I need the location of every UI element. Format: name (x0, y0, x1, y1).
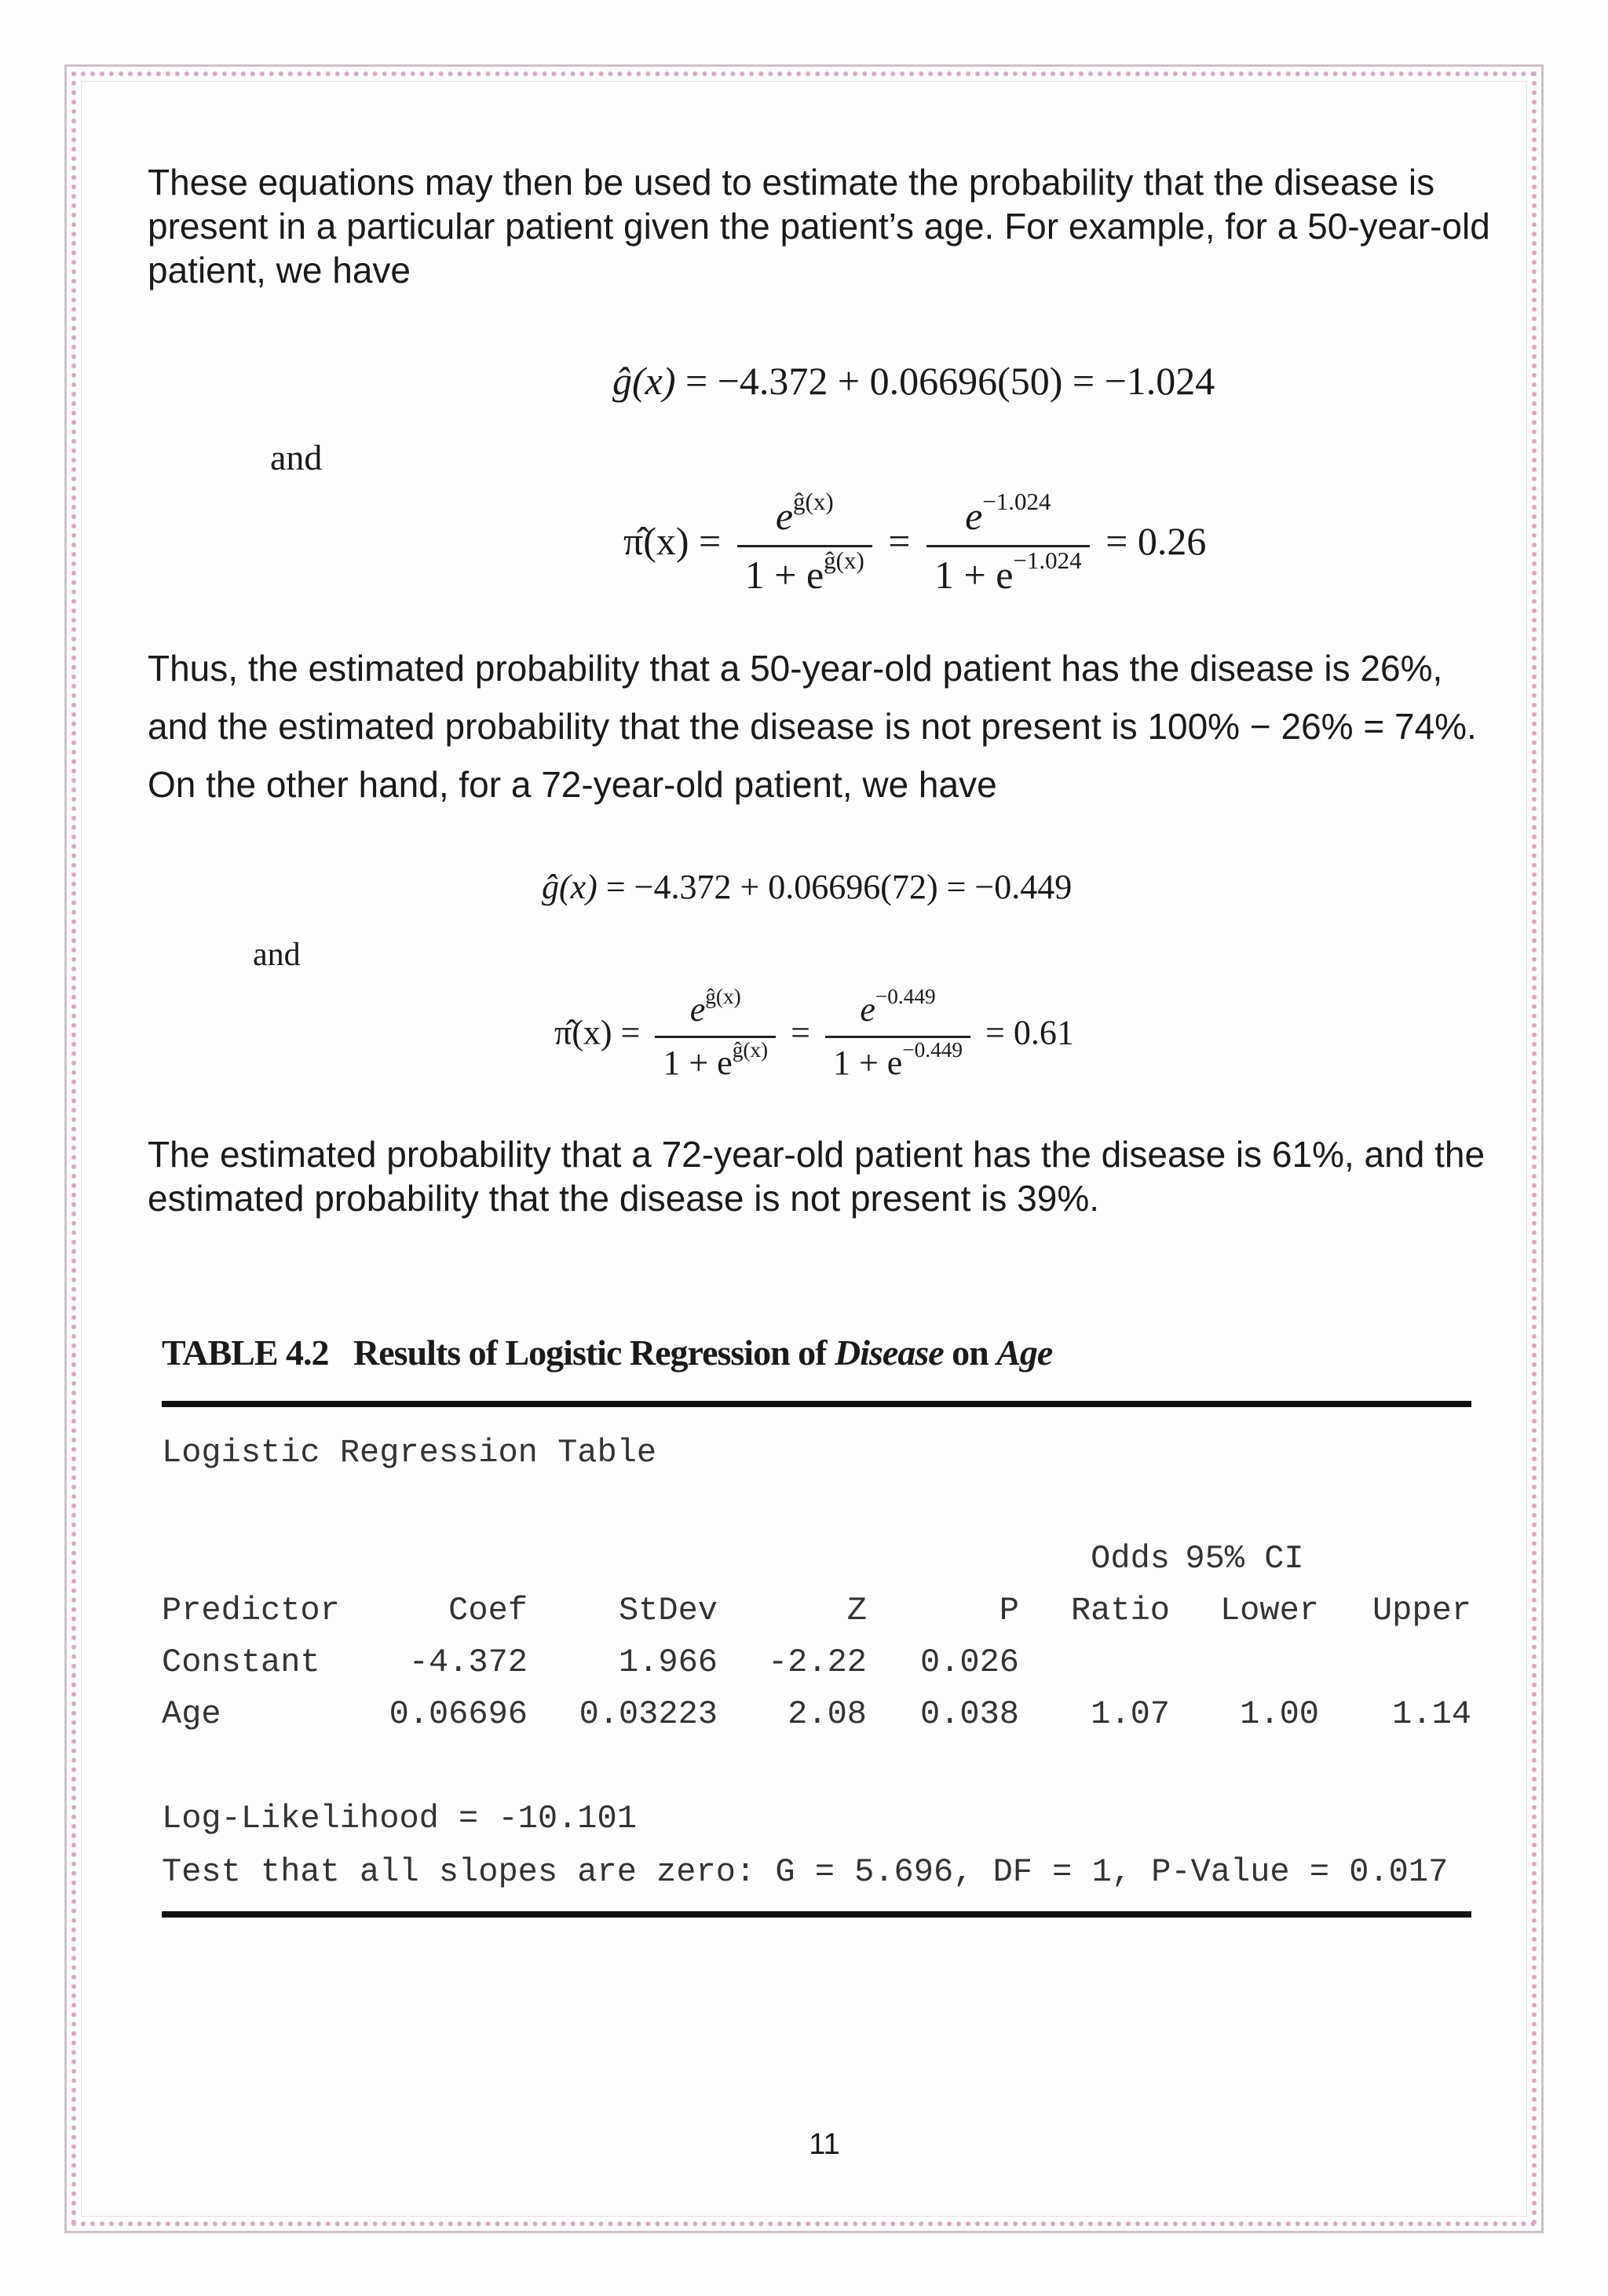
table-number: TABLE 4.2 (162, 1333, 329, 1373)
equation-lhs: π̂(x) = (623, 518, 722, 563)
equation-pi-hat-50: π̂(x) = $\frac{e^{ĝ(x)}}{1 + e^{ĝ(x)}}$ = $\frac{e^{-1.024}}{1 + e^{-1.024}}$ = 0.26 (623, 488, 1207, 597)
equation-lhs: ĝ(x) (612, 359, 676, 403)
table-caption: TABLE 4.2 Results of Logistic Regression of Disease on Age (162, 1333, 1053, 1373)
equation-lhs: π̂(x) = (554, 1013, 641, 1052)
paragraph-50-year-result: Thus, the estimated probability that a 50-year-old patient has the disease is 26%, and the estimated probability that the disease is not present is 100% − 26% = 74%. On the other hand, for a 72-year-old patient, we have (148, 648, 1477, 805)
fraction-numeric: $\frac{e^{-0.449}}{1 + e^{-0.449}}$ (825, 989, 970, 1083)
equation-g-hat-72 (542, 867, 1072, 907)
table-subtitle: Logistic Regression Table (162, 1434, 657, 1472)
equation-pi-hat-72: π̂(x) = $\frac{e^{ĝ(x)}}{1 + e^{ĝ(x)}}$ = $\frac{e^{-0.449}}{1 + e^{-0.449}}$ = 0.61 (554, 985, 1074, 1082)
equation-result: = 0.61 (985, 1013, 1074, 1052)
equation-rhs: = −4.372 + 0.06696(50) = −1.024 (675, 359, 1215, 403)
table-row: Constant -4.372 1.966 -2.22 0.026 (162, 1643, 1019, 1681)
table-bottom-rule (162, 1911, 1471, 1918)
equation-g-hat-50 (612, 358, 1215, 404)
slope-test-line: Test that all slopes are zero: G = 5.696, DF = 1, P-Value = 0.017 (162, 1853, 1449, 1891)
table-row: Age 0.06696 0.03223 2.08 0.038 1.07 1.00 1.14 (162, 1695, 1471, 1733)
paragraph-intro: These equations may then be used to estimate the probability that the disease is present in a particular patient given the patient’s age. For example, for a 50-year-old patient, we have (148, 162, 1490, 291)
fraction-general: $\frac{e^{ĝ(x)}}{1 + e^{ĝ(x)}}$ (737, 493, 872, 598)
header-odds: Odds (1091, 1540, 1170, 1578)
log-likelihood-line: Log-Likelihood = -10.101 (162, 1800, 637, 1837)
equation-rhs: = −4.372 + 0.06696(72) = −0.449 (597, 868, 1073, 906)
and-label-2: and (253, 937, 301, 973)
header-ci: 95% CI (1185, 1540, 1304, 1578)
fraction-general: $\frac{e^{ĝ(x)}}{1 + e^{ĝ(x)}}$ (655, 989, 776, 1083)
regression-table (162, 1533, 1471, 1740)
table-header-top-row (162, 1533, 1471, 1585)
page-number: 11 (809, 2128, 840, 2161)
table-top-rule (162, 1401, 1471, 1407)
table-header-row: Predictor Coef StDev Z P Ratio Lower Upper (162, 1592, 1471, 1629)
paragraph-72-year-result: The estimated probability that a 72-year-old patient has the disease is 61%, and the estimated probability that the disease is not present is 39%. (148, 1134, 1486, 1219)
and-label-1: and (270, 437, 323, 477)
fraction-numeric: $\frac{e^{-1.024}}{1 + e^{-1.024}}$ (926, 493, 1090, 598)
equation-result: = 0.26 (1106, 518, 1207, 563)
equation-lhs: ĝ(x) (542, 868, 598, 906)
